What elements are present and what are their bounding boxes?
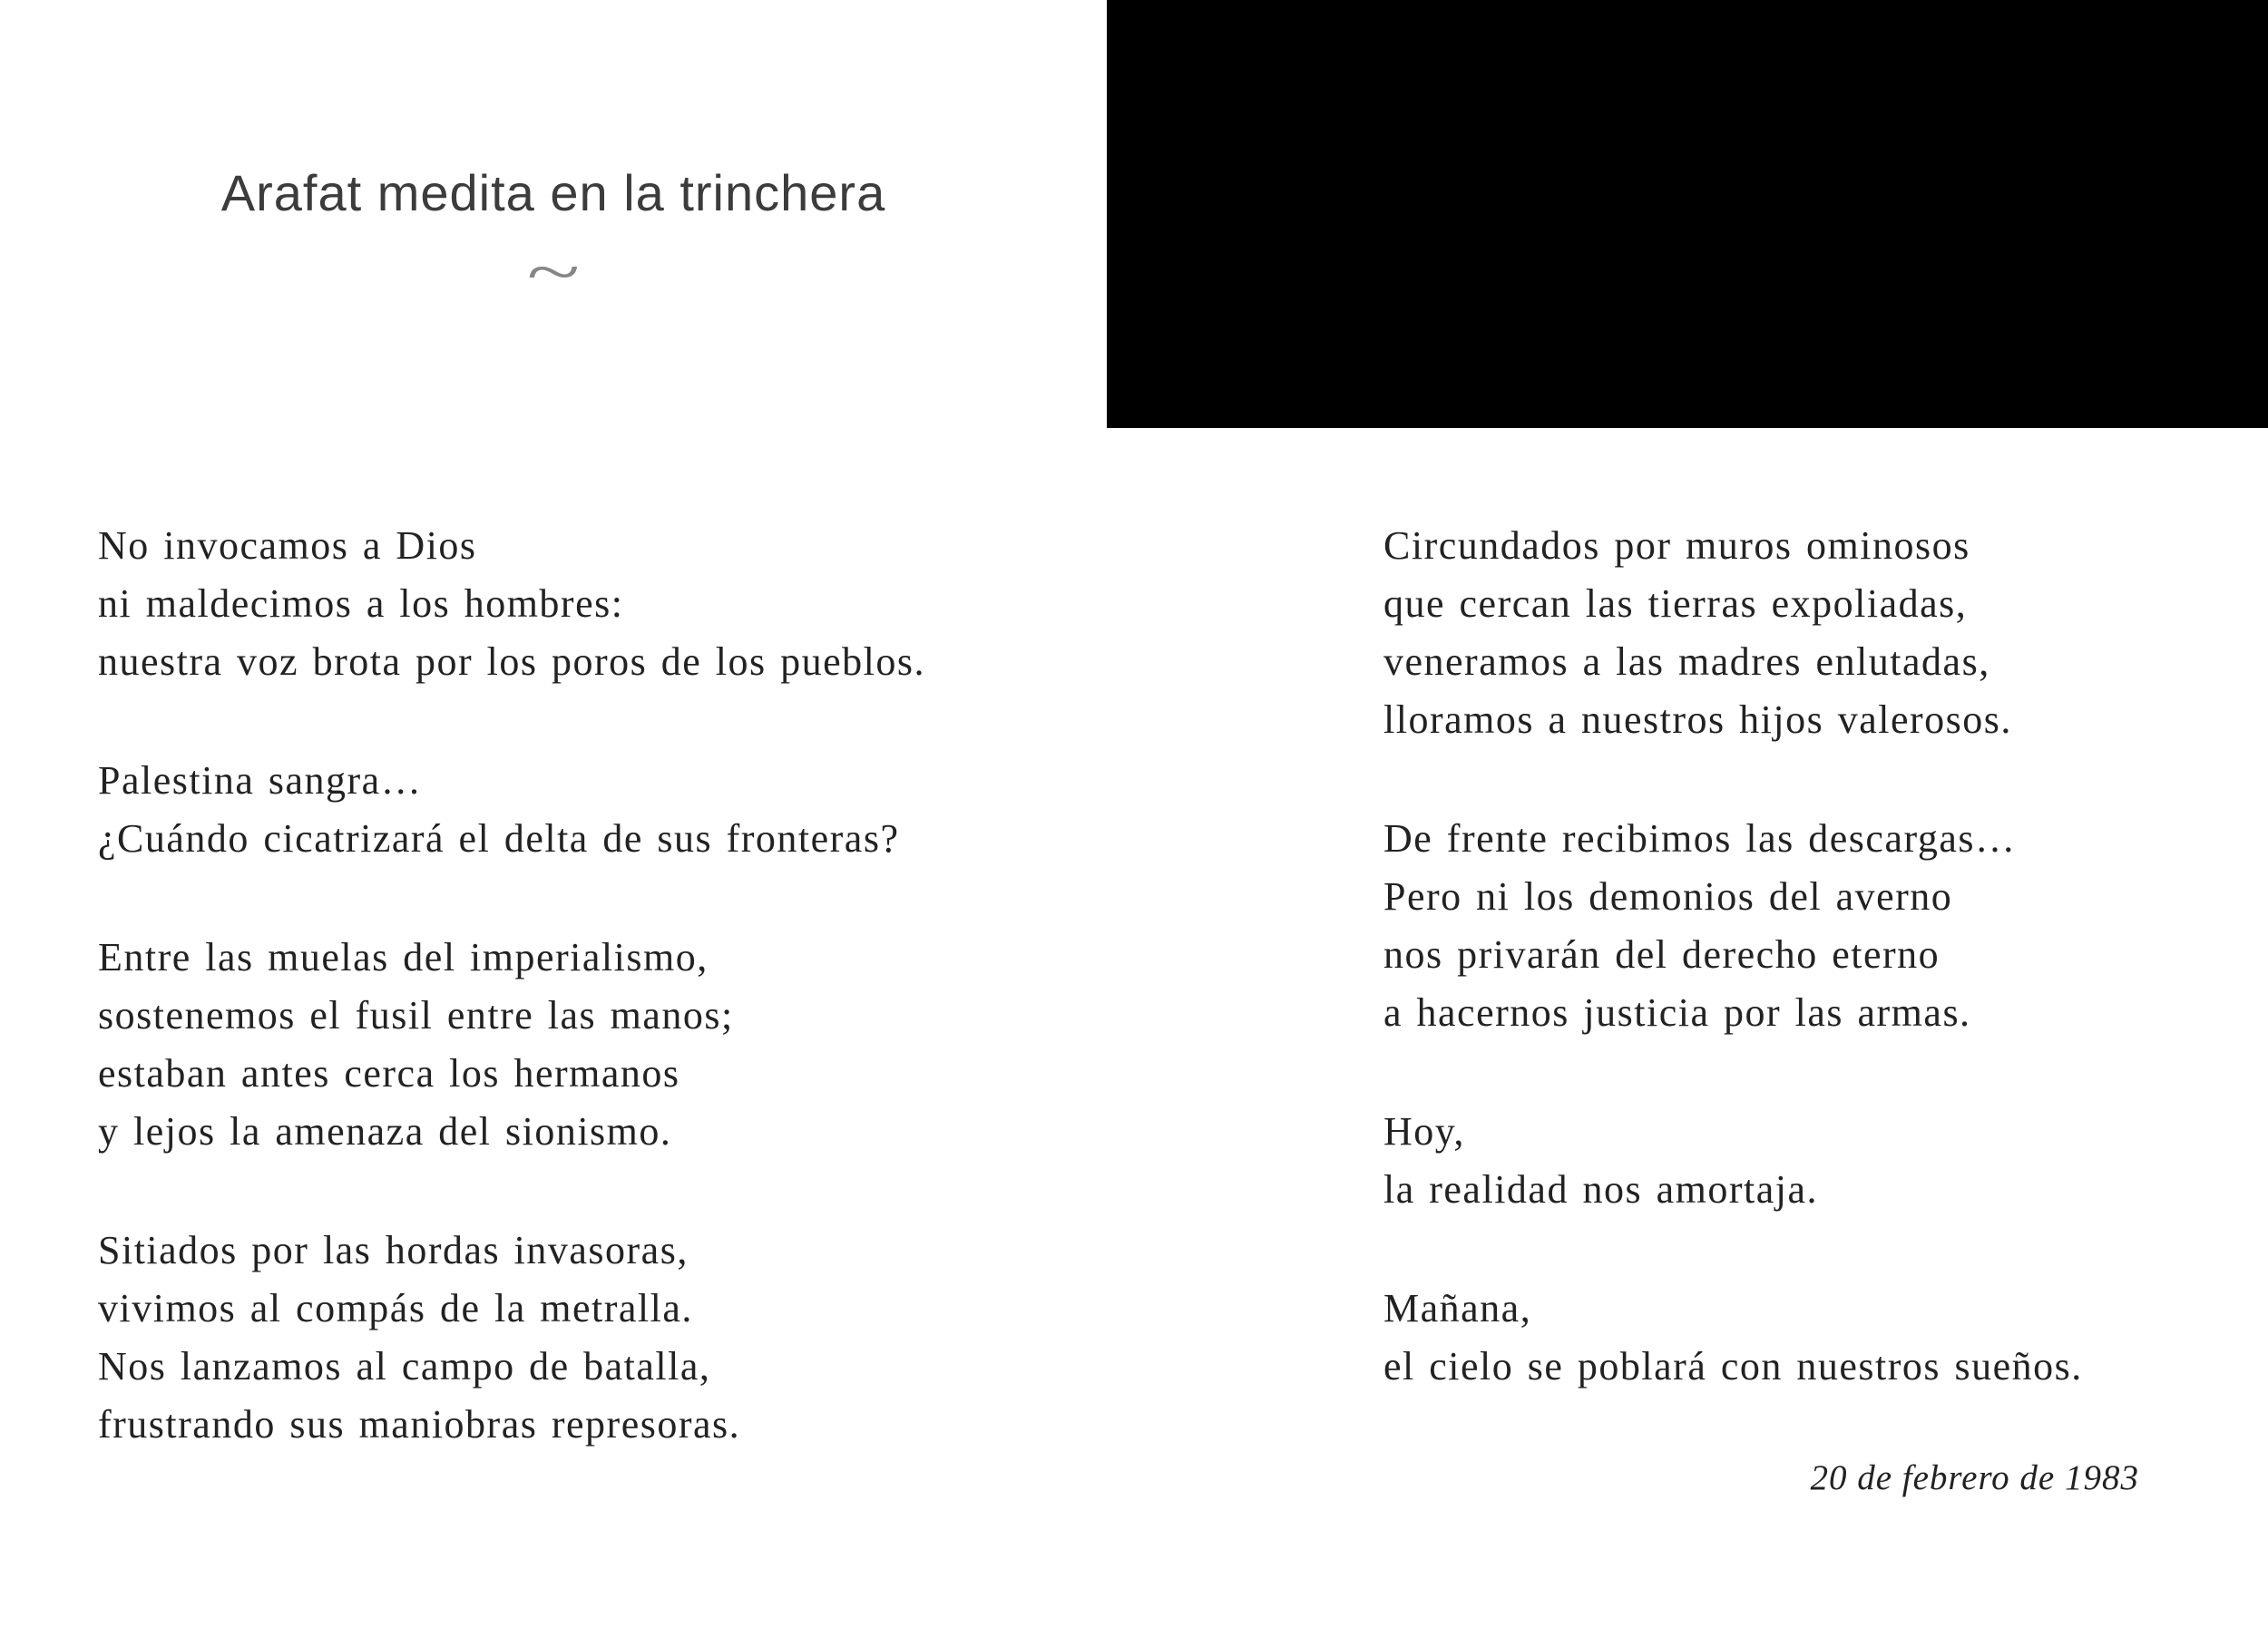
stanza xyxy=(98,752,1060,868)
poem-line: nos privarán del derecho eterno xyxy=(1383,932,1941,977)
poem-line: Nos lanzamos al campo de batalla, xyxy=(98,1344,711,1389)
poem-line: que cercan las tierras expoliadas, xyxy=(1383,581,1968,626)
poem-right-column xyxy=(1383,517,2139,1500)
stanza xyxy=(98,517,1060,691)
stanza xyxy=(1383,1280,2139,1396)
poem-line: veneramos a las madres enlutadas, xyxy=(1383,639,1990,684)
poem-line: frustrando sus maniobras represoras. xyxy=(98,1402,741,1447)
stanza xyxy=(1383,810,2139,1042)
poem-line: ni maldecimos a los hombres: xyxy=(98,581,624,626)
poem-date: 20 de febrero de 1983 xyxy=(1810,1458,2139,1497)
stanza xyxy=(98,929,1060,1161)
stanza xyxy=(98,1222,1060,1454)
poem-line: estaban antes cerca los hermanos xyxy=(98,1051,680,1096)
tilde-ornament: ~ xyxy=(526,238,581,307)
poem-left-column xyxy=(98,517,1060,1454)
poem-line: Entre las muelas del imperialismo, xyxy=(98,935,709,979)
ornament-block xyxy=(0,238,1107,307)
title-block xyxy=(0,163,1107,223)
poem-line: lloramos a nuestros hijos valerosos. xyxy=(1383,697,2012,742)
poem-line: Palestina sangra… xyxy=(98,758,423,803)
poem-line: Mañana, xyxy=(1383,1286,1532,1330)
stanza xyxy=(1383,1103,2139,1219)
poem-line: Sitiados por las hordas invasoras, xyxy=(98,1228,689,1272)
poem-line: sostenemos el fusil entre las manos; xyxy=(98,993,734,1038)
poem-line: la realidad nos amortaja. xyxy=(1383,1167,1818,1212)
poem-line: Circundados por muros ominosos xyxy=(1383,523,1970,568)
poem-line: y lejos la amenaza del sionismo. xyxy=(98,1109,672,1154)
page-title: Arafat medita en la trinchera xyxy=(220,164,886,221)
poem-line: De frente recibimos las descargas… xyxy=(1383,816,2017,861)
poem-line: ¿Cuándo cicatrizará el delta de sus fronteras? xyxy=(98,816,900,861)
stanza xyxy=(1383,517,2139,749)
poem-line: Hoy, xyxy=(1383,1109,1465,1154)
poem-line: Pero ni los demonios del averno xyxy=(1383,874,1953,919)
poem-line: No invocamos a Dios xyxy=(98,523,477,568)
poem-line: nuestra voz brota por los poros de los pueblos. xyxy=(98,639,926,684)
black-redaction-block xyxy=(1107,0,2268,428)
poem-line: vivimos al compás de la metralla. xyxy=(98,1286,693,1330)
poem-line: a hacernos justicia por las armas. xyxy=(1383,990,1971,1035)
poem-line: el cielo se poblará con nuestros sueños. xyxy=(1383,1344,2083,1389)
